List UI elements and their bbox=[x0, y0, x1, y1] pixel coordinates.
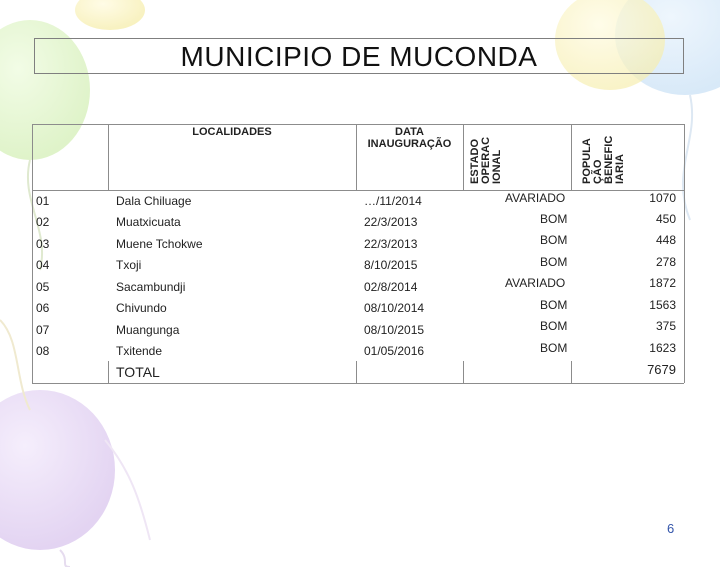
row-population: 1623 bbox=[649, 341, 676, 355]
row-localidade: Muatxicuata bbox=[116, 215, 181, 229]
row-number: 05 bbox=[36, 280, 50, 294]
row-status: AVARIADO bbox=[505, 276, 566, 290]
localidades-table bbox=[32, 124, 684, 383]
row-number: 06 bbox=[36, 301, 50, 315]
col-divider-num-total bbox=[108, 361, 109, 383]
table-border-top bbox=[32, 124, 684, 125]
row-localidade: Muene Tchokwe bbox=[116, 237, 203, 251]
table-border-right bbox=[684, 124, 685, 383]
row-date: 22/3/2013 bbox=[364, 215, 418, 229]
row-number: 08 bbox=[36, 344, 50, 358]
total-label: TOTAL bbox=[116, 364, 160, 380]
table-header-divider bbox=[32, 190, 684, 191]
row-number: 03 bbox=[36, 237, 50, 251]
row-status: BOM bbox=[540, 298, 568, 312]
row-date: 02/8/2014 bbox=[364, 280, 418, 294]
row-localidade: Txoji bbox=[116, 258, 142, 272]
row-number: 01 bbox=[36, 194, 50, 208]
row-date: 8/10/2015 bbox=[364, 258, 418, 272]
row-number: 07 bbox=[36, 323, 50, 337]
slide-title-box bbox=[34, 38, 684, 74]
col-divider-num bbox=[108, 124, 109, 190]
page-number: 6 bbox=[667, 521, 675, 536]
row-localidade: Txitende bbox=[116, 344, 163, 358]
row-population: 450 bbox=[655, 212, 676, 226]
row-population: 375 bbox=[655, 319, 676, 333]
row-status: BOM bbox=[540, 233, 568, 247]
row-status: BOM bbox=[540, 341, 568, 355]
header-populacao-beneficiaria: POPULA ÇÃO BENEFIC IARIA bbox=[581, 135, 626, 184]
row-date: 08/10/2014 bbox=[364, 301, 425, 315]
row-status: AVARIADO bbox=[505, 191, 566, 205]
row-population: 1872 bbox=[649, 276, 676, 290]
row-date: 01/05/2016 bbox=[364, 344, 425, 358]
table-border-bottom bbox=[32, 383, 684, 384]
row-date: 22/3/2013 bbox=[364, 237, 418, 251]
slide-title: MUNICIPIO DE MUCONDA bbox=[180, 41, 538, 72]
row-date: …/11/2014 bbox=[364, 194, 422, 208]
row-number: 02 bbox=[36, 215, 50, 229]
row-status: BOM bbox=[540, 255, 568, 269]
row-status: BOM bbox=[540, 319, 568, 333]
total-value: 7679 bbox=[647, 362, 676, 377]
header-localidades: LOCALIDADES bbox=[192, 126, 272, 138]
col-divider-name-total bbox=[356, 361, 357, 383]
row-population: 278 bbox=[655, 255, 676, 269]
header-data-inauguracao: DATA INAUGURAÇÃO bbox=[367, 126, 452, 150]
row-population: 1070 bbox=[649, 191, 676, 205]
row-localidade: Sacambundji bbox=[116, 280, 186, 294]
row-population: 448 bbox=[655, 233, 676, 247]
col-divider-date bbox=[463, 124, 464, 190]
row-localidade: Chivundo bbox=[116, 301, 167, 315]
col-divider-status-total bbox=[571, 361, 572, 383]
table-border-left bbox=[32, 124, 33, 383]
row-population: 1563 bbox=[649, 298, 676, 312]
row-localidade: Muangunga bbox=[116, 323, 180, 337]
row-number: 04 bbox=[36, 258, 50, 272]
row-date: 08/10/2015 bbox=[364, 323, 425, 337]
row-localidade: Dala Chiluage bbox=[116, 194, 192, 208]
header-estado-operacional: ESTADO OPERAC IONAL bbox=[469, 136, 503, 184]
row-status: BOM bbox=[540, 212, 568, 226]
col-divider-status bbox=[571, 124, 572, 190]
col-divider-date-total bbox=[463, 361, 464, 383]
